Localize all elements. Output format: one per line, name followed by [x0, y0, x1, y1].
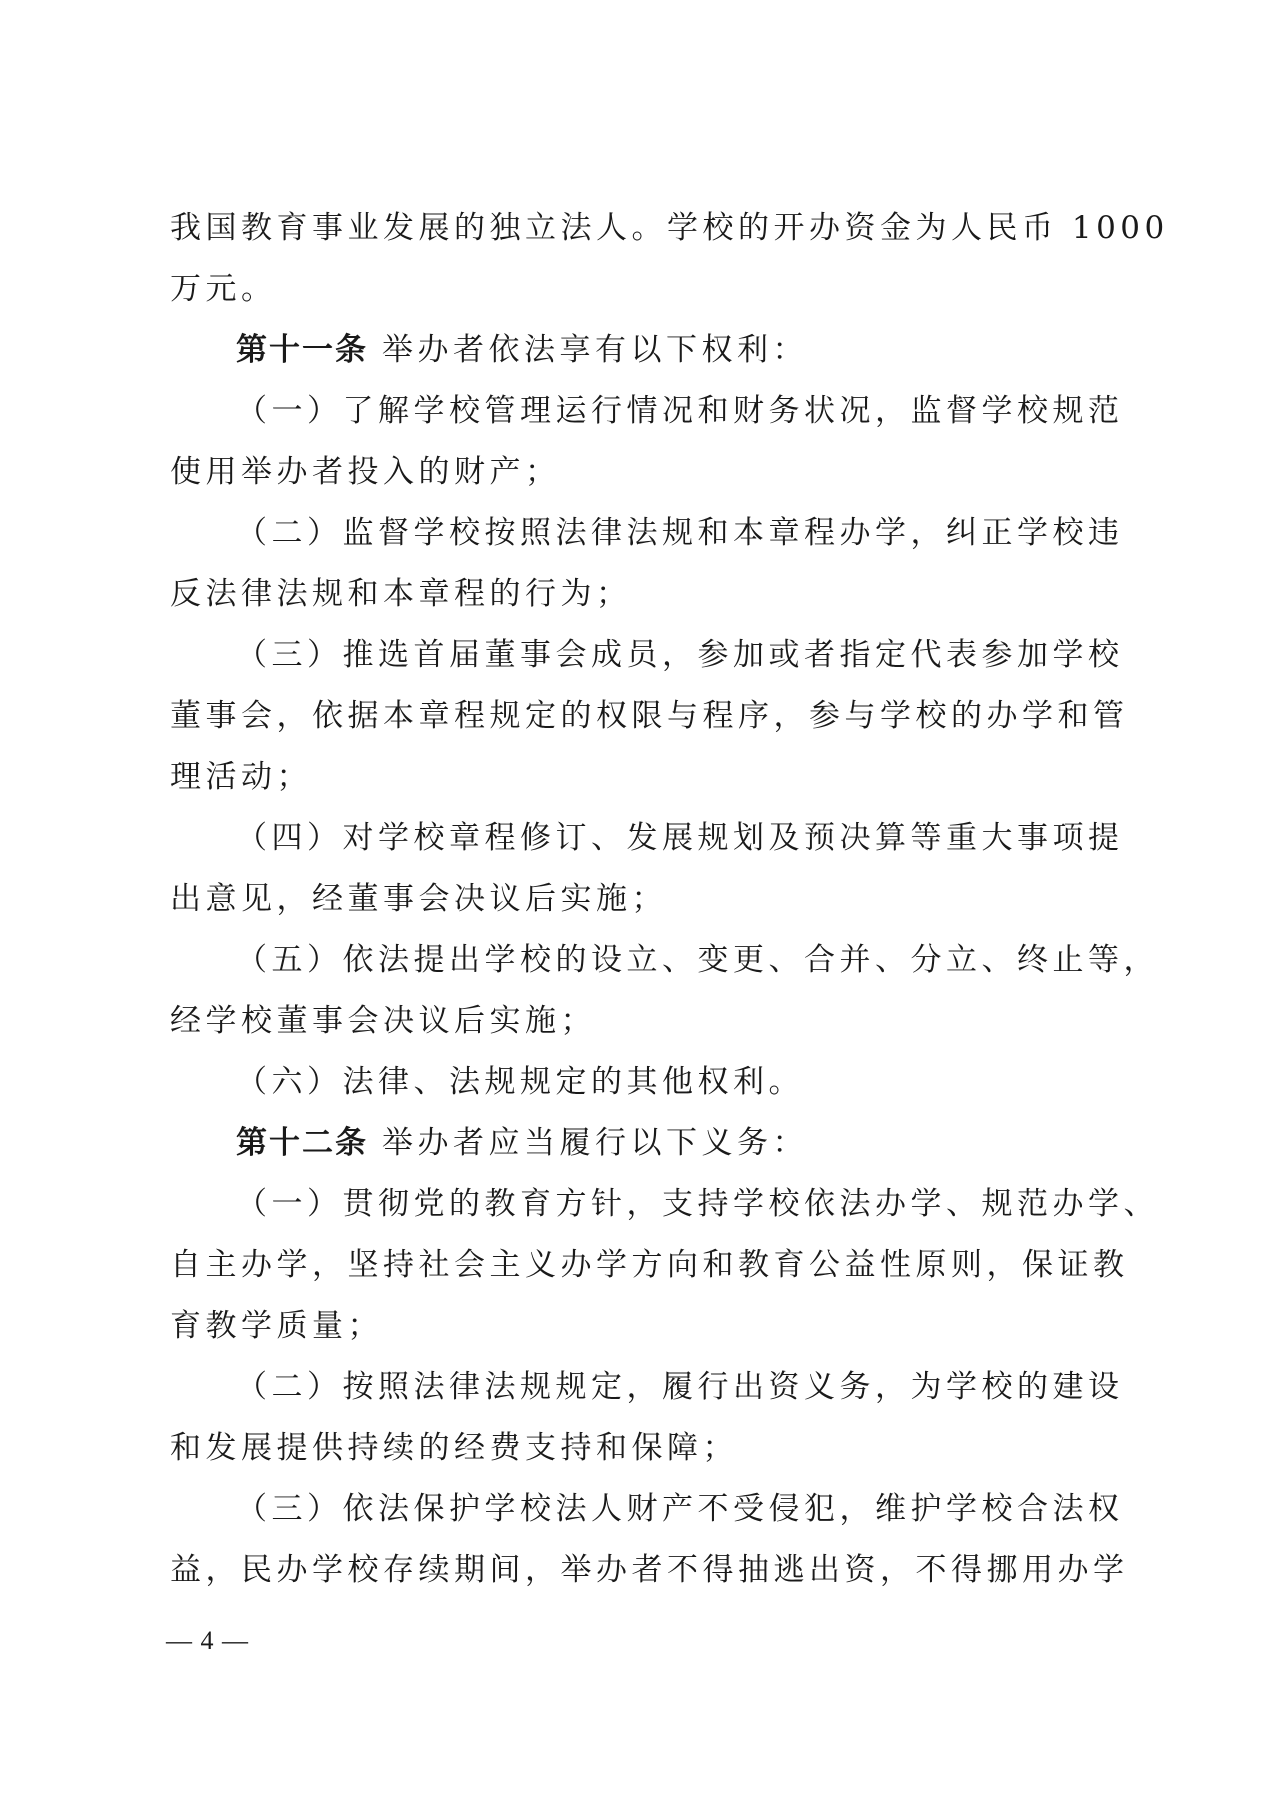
body-line	[170, 503, 1124, 564]
line-text: 举办者依法享有以下权利：	[382, 332, 808, 368]
line-text: （一）了解学校管理运行情况和财务状况，监督学校规范	[236, 393, 1124, 429]
body-line	[170, 1235, 1129, 1296]
body-line	[170, 747, 1094, 808]
body-line	[170, 259, 1094, 320]
body-line	[170, 808, 1124, 869]
body-line	[170, 1174, 1159, 1235]
body-line	[170, 198, 1169, 259]
line-text: 举办者应当履行以下义务：	[382, 1125, 808, 1161]
body-line	[170, 442, 1094, 503]
body-line	[170, 686, 1129, 747]
article-12-heading	[170, 1113, 1094, 1174]
body-line	[170, 1479, 1124, 1540]
line-text: 万元。	[170, 271, 277, 307]
body-line	[170, 1052, 1094, 1113]
article-11-heading	[170, 320, 1094, 381]
body-line	[170, 564, 1094, 625]
line-text: （五）依法提出学校的设立、变更、合并、分立、终止等，	[236, 942, 1159, 978]
line-text: 出意见，经董事会决议后实施；	[170, 881, 667, 917]
line-text: 反法律法规和本章程的行为；	[170, 576, 632, 612]
line-text: （三）推选首届董事会成员，参加或者指定代表参加学校	[236, 637, 1124, 673]
body-line	[170, 930, 1159, 991]
line-text: （六）法律、法规规定的其他权利。	[236, 1064, 804, 1100]
line-text: （二）监督学校按照法律法规和本章程办学，纠正学校违	[236, 515, 1124, 551]
body-line	[170, 1296, 1094, 1357]
body-line	[170, 381, 1124, 442]
line-text: 经学校董事会决议后实施；	[170, 1003, 596, 1039]
line-text: （一）贯彻党的教育方针，支持学校依法办学、规范办学、	[236, 1186, 1159, 1222]
article-title: 第十二条	[236, 1125, 368, 1161]
body-line	[170, 1540, 1129, 1601]
line-text: 使用举办者投入的财产；	[170, 454, 561, 490]
line-text: 自主办学，坚持社会主义办学方向和教育公益性原则，保证教	[170, 1247, 1129, 1283]
line-text: （四）对学校章程修订、发展规划及预决算等重大事项提	[236, 820, 1124, 856]
line-text: 育教学质量；	[170, 1308, 383, 1344]
document-body	[170, 198, 1169, 1601]
body-line	[170, 1357, 1124, 1418]
article-title: 第十一条	[236, 332, 368, 368]
line-text: 理活动；	[170, 759, 312, 795]
body-line	[170, 625, 1124, 686]
line-text: 和发展提供持续的经费支持和保障；	[170, 1430, 738, 1466]
page-number: — 4 —	[166, 1626, 249, 1655]
line-text: 我国教育事业发展的独立法人。学校的开办资金为人民币 1000	[170, 210, 1169, 246]
line-text: （二）按照法律法规规定，履行出资义务，为学校的建设	[236, 1369, 1124, 1405]
body-line	[170, 991, 1094, 1052]
line-text: 益，民办学校存续期间，举办者不得抽逃出资，不得挪用办学	[170, 1552, 1129, 1588]
body-line	[170, 1418, 1094, 1479]
line-text: 董事会，依据本章程规定的权限与程序，参与学校的办学和管	[170, 698, 1129, 734]
body-line	[170, 869, 1094, 930]
line-text: （三）依法保护学校法人财产不受侵犯，维护学校合法权	[236, 1491, 1124, 1527]
